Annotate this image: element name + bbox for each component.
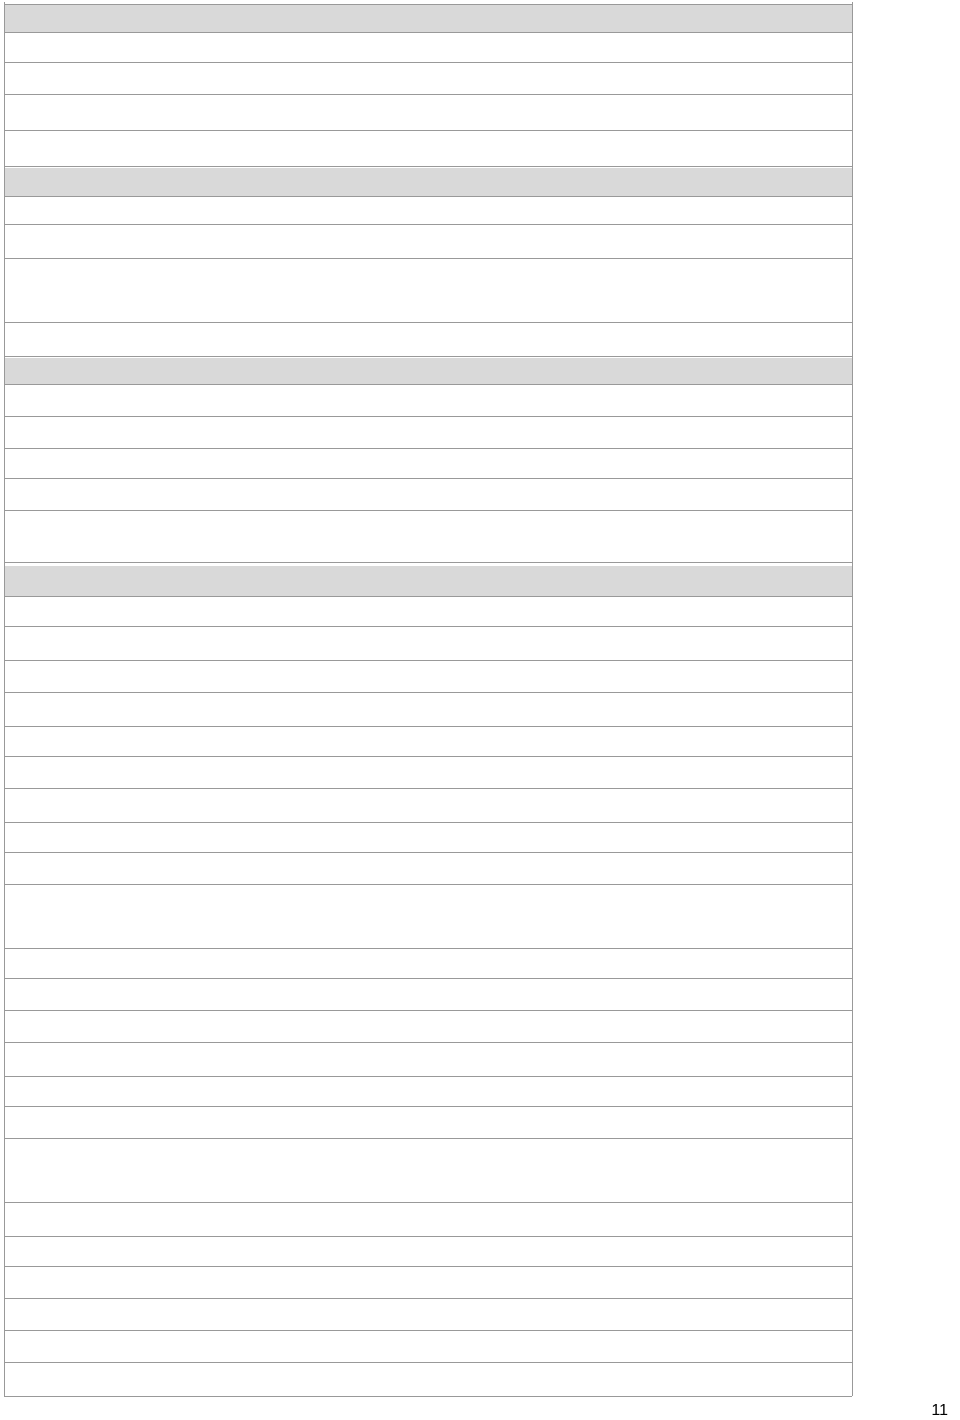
row-divider — [4, 562, 852, 563]
table-row — [4, 386, 852, 416]
row-divider — [4, 510, 852, 511]
table-row — [4, 130, 852, 166]
table-row — [4, 978, 852, 1010]
row-divider — [4, 1266, 852, 1267]
table-row — [4, 1362, 852, 1396]
table-row — [4, 168, 852, 196]
table-row — [4, 4, 852, 32]
row-divider — [4, 1298, 852, 1299]
table-row — [4, 756, 852, 788]
row-divider — [4, 196, 852, 197]
row-divider — [4, 660, 852, 661]
table-row — [4, 66, 852, 94]
table-row — [4, 1236, 852, 1266]
table-row — [4, 660, 852, 692]
table-border — [852, 2, 853, 1396]
table-row — [4, 196, 852, 224]
table-row — [4, 1106, 852, 1138]
table-row — [4, 692, 852, 726]
row-divider — [4, 948, 852, 949]
table-row — [4, 258, 852, 322]
table-row — [4, 1138, 852, 1202]
table-row — [4, 1266, 852, 1298]
table-row — [4, 884, 852, 948]
row-divider — [4, 978, 852, 979]
row-divider — [4, 224, 852, 225]
table-row — [4, 628, 852, 660]
row-divider — [4, 1236, 852, 1237]
row-divider — [4, 94, 852, 95]
table-row — [4, 728, 852, 756]
row-divider — [4, 1076, 852, 1077]
row-divider — [4, 596, 852, 597]
table-row — [4, 478, 852, 510]
row-divider — [4, 756, 852, 757]
table-row — [4, 1076, 852, 1106]
table-row — [4, 1298, 852, 1330]
table-row — [4, 418, 852, 448]
table-row — [4, 854, 852, 884]
row-divider — [4, 1202, 852, 1203]
page-number: 11 — [931, 1402, 948, 1419]
row-divider — [4, 1396, 852, 1397]
table-row — [4, 1202, 852, 1236]
row-divider — [4, 258, 852, 259]
row-divider — [4, 852, 852, 853]
row-divider — [4, 1106, 852, 1107]
row-divider — [4, 1010, 852, 1011]
row-divider — [4, 478, 852, 479]
row-divider — [4, 356, 852, 357]
table-row — [4, 512, 852, 562]
table-row — [4, 322, 852, 356]
table-row — [4, 1330, 852, 1362]
row-divider — [4, 448, 852, 449]
row-divider — [4, 32, 852, 33]
table-row — [4, 34, 852, 62]
table-row — [4, 1042, 852, 1076]
row-divider — [4, 726, 852, 727]
row-divider — [4, 822, 852, 823]
table-row — [4, 226, 852, 258]
row-divider — [4, 692, 852, 693]
row-divider — [4, 788, 852, 789]
row-divider — [4, 384, 852, 385]
row-divider — [4, 416, 852, 417]
table-row — [4, 822, 852, 852]
table-row — [4, 598, 852, 626]
table-row — [4, 358, 852, 384]
row-divider — [4, 884, 852, 885]
row-divider — [4, 626, 852, 627]
table-row — [4, 948, 852, 978]
table-row — [4, 450, 852, 478]
row-divider — [4, 166, 852, 167]
table-row — [4, 566, 852, 596]
row-divider — [4, 4, 852, 5]
row-divider — [4, 322, 852, 323]
row-divider — [4, 1362, 852, 1363]
row-divider — [4, 62, 852, 63]
table-border — [4, 2, 5, 1396]
table-row — [4, 788, 852, 822]
row-divider — [4, 1042, 852, 1043]
table-row — [4, 98, 852, 130]
row-divider — [4, 1330, 852, 1331]
table-row — [4, 1010, 852, 1042]
row-divider — [4, 1138, 852, 1139]
row-divider — [4, 130, 852, 131]
